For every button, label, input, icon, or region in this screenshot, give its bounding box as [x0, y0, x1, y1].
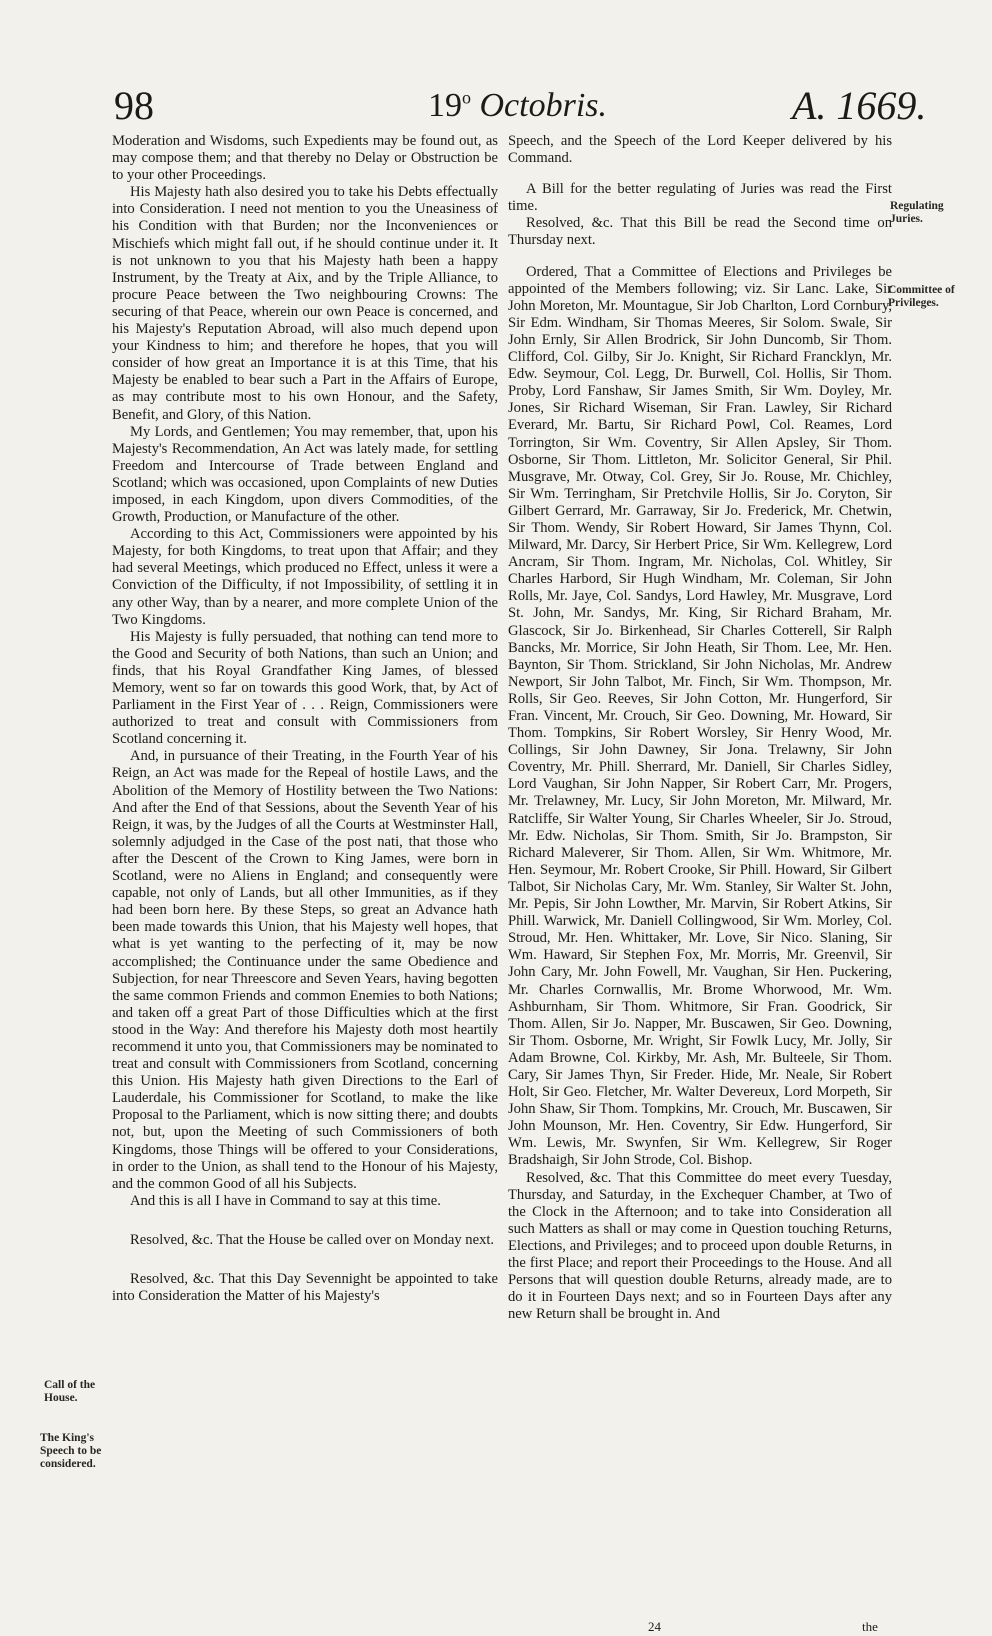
catchword: the [862, 1619, 878, 1634]
date-suffix: o [462, 87, 471, 108]
left-column [112, 133, 498, 1305]
right-column [508, 133, 892, 1323]
date-day: 19 [428, 87, 462, 124]
margin-note-kings-speech: The King's Speech to be considered. [40, 1432, 102, 1470]
committee-members-order: Ordered, That a Committee of Elections and Privileges be appointed of the Members following; viz. Sir Lanc. Lake, Sir John Moreton, Mr. Mountague, Sir Job Charlton, Lord Cornbury, Sir Edm. Windham, Sir Thomas Meeres, Sir Solom. Swale, Sir John Ernly, Sir Allen Brodrick, Sir John Duncomb, Sir Thom. Clifford, Col. Gilby, Sir Jo. Knight, Sir Richard Francklyn, Mr. Edw. Seymour, Col. Legg, Dr. Burwell, Col. Hollis, Sir Thom. Proby, Lord Fanshaw, Sir James Smith, Sir Wm. Doyley, Mr. Jones, Sir Richard Wiseman, Sir Fran. Lawley, Sir Richard Everard, Mr. Bartu, Sir Richard Powl, Col. Reames, Lord Torrington, Sir Wm. Coventry, Sir Allen Apsley, Sir Thom. Osborne, Sir Thom. Littleton, Mr. Solicitor General, Sir Phil. Musgrave, Mr. Otway, Col. Grey, Sir Jo. Rouse, Mr. Chichley, Sir Wm. Terringham, Sir Pretchvile Hollis, Sir Jo. Coryton, Sir Gilbert Gerrard, Mr. Garraway, Sir Jo. Frederick, Mr. Chetwin, Sir Thom. Wendy, Sir Robert Howard, Sir James Thynn, Col. Milward, Mr. Darcy, Sir Herbert Price, Sir Wm. Kellegrew, Lord Ancram, Sir Thom. Ingram, Mr. Nicholas, Col. Whitley, Sir Charles Harbord, Sir Hugh Windham, Mr. Coleman, Sir John Rolls, Mr. Jaye, Col. Sandys, Lord Hawley, Mr. Musgrave, Lord St. John, Mr. Sandys, Mr. King, Sir Richard Braham, Mr. Glascock, Sir Jo. Birkenhead, Sir Charles Cotterell, Sir Ralph Bancks, Mr. Morrice, Sir John Heath, Sir Thom. Lee, Mr. Hen. Baynton, Sir Thom. Strickland, Sir John Nicholas, Mr. Andrew Newport, Sir John Talbot, Mr. Finch, Sir Wm. Thompson, Mr. Rolls, Sir Geo. Reeves, Sir John Cotton, Mr. Hungerford, Sir Fran. Vincent, Mr. Crouch, Sir Geo. Downing, Mr. Howard, Sir Thom. Tompkins, Sir Robert Worsley, Sir Henry Wood, Mr. Collings, Sir John Dawney, Sir Jona. Trelawny, Sir John Coventry, Mr. Phill. Sherrard, Mr. Daniell, Sir Charles Sidley, Lord Vaughan, Sir John Napper, Sir Robert Carr, Mr. Progers, Mr. Trelawney, Mr. Lucy, Sir John Moreton, Mr. Milward, Mr. Ratcliffe, Sir Walter Young, Sir Charles Wheeler, Sir Jo. Stroud, Mr. Edw. Nicholas, Sir Thom. Smith, Sir Jo. Brampston, Sir Richard Maleverer, Sir Thom. Allen, Sir Wm. Whitmore, Mr. Hen. Seymour, Mr. Robert Crooke, Sir Phill. Howard, Sir Gilbert Talbot, Sir Nicholas Cary, Mr. Wm. Stanley, Sir Walter St. John, Mr. Pepis, Sir John Lowther, Mr. Marvin, Sir Robert Atkins, Sir Phill. Warwick, Mr. Daniell Collingwood, Sir Wm. Morley, Col. Stroud, Mr. Hen. Whittaker, Mr. Love, Sir Nico. Slaning, Sir Wm. Haward, Sir Stephen Fox, Mr. Morris, Mr. Greenvil, Sir John Cary, Mr. John Fowell, Mr. Vaughan, Sir Hen. Puckering, Mr. Charles Cornwallis, Mr. Brome Whorwood, Mr. Wm. Ashburnham, Sir Thom. Whitmore, Sir Fran. Goodrick, Sir Thom. Allen, Sir Jo. Napper, Mr. Buscawen, Sir Geo. Downing, Sir Thom. Osborne, Mr. Wright, Sir Fowlk Lucy, Mr. Jolly, Sir Adam Browne, Col. Kirkby, Mr. Ash, Mr. Bulteele, Sir Thom. Cary, Sir James Thyn, Sir Freder. Hide, Mr. Neale, Sir Robert Holt, Sir Geo. Fletcher, Mr. Walter Devereux, Lord Morpeth, Sir John Shaw, Sir Thom. Tompkins, Mr. Crouch, Mr. Buscawen, Sir John Mounson, Mr. Hen. Coventry, Sir Edw. Hungerford, Sir Wm. Lewis, Mr. Swynfen, Sir Wm. Kellegrew, Sir Roger Bradshaigh, Sir John Strode, Col. Bishop. [508, 263, 892, 1169]
signature-mark: 24 [648, 1619, 661, 1634]
header-date [428, 82, 607, 130]
paragraph: And, in pursuance of their Treating, in the Fourth Year of his Reign, an Act was made for the Repeal of hostile Laws, and the Abolition of the Memory of Hostility between the Two Nations: And after the End of that Sessions, about the Seventh Year of his Reign, it was, by the Judges of all the Courts at Westminster Hall, solemnly adjudged in the Case of the post nati, that those who after the Descent of the Crown to King James, were born in Scotland, were no Aliens in England; and consequently were capable, not only of Lands, but all other Immunities, as if they had been born here. By these Steps, so great an Advance hath been made towards this Union, that his Majesty well hopes, that what is yet wanting to the perfecting of it, may be now accomplished; the Continuance under the same Obedience and Subjection, for near Threescore and Seven Years, having begotten the same common Friends and common Enemies to both Nations; and taken off a great Part of those Difficulties which at the first stood in the Way: And therefore his Majesty doth most heartily recommend it unto you, that Commissioners may be nominated to treat and consult with Commissioners from Scotland, concerning this Union. His Majesty hath given Directions to the Earl of Lauderdale, his Commissioner for Scotland, to make the like Proposal to the Parliament, which is now sitting there; and doubts not, but, upon the Meeting of such Commissioners of both Kingdoms, those Things will be offered to your Considerations, in order to the Union, as shall tend to the Honour of his Majesty, and the common Good of all his Subjects. [112, 748, 498, 1192]
paragraph: My Lords, and Gentlemen; You may remember, that, upon his Majesty's Recommendation, An Act was lately made, for settling Freedom and Intercourse of Trade between England and Scotland; which was occasioned, upon Complaints of new Duties imposed, in each Kingdom, upon divers Commodities, of the Growth, Production, or Manufacture of the other. [112, 423, 498, 526]
resolution-kings-speech: Resolved, &c. That this Day Sevennight be appointed to take into Consideration the Matter of his Majesty's [112, 1271, 498, 1305]
resolution-call-of-house: Resolved, &c. That the House be called over on Monday next. [130, 1231, 495, 1248]
paragraph: According to this Act, Commissioners were appointed by his Majesty, for both Kingdoms, to treat upon that Affair; and they had several Meetings, which produced no Effect, unless it were a Conviction of the Difficulty, if not Impossibility, of settling it in any other Way, than by a nearer, and more complete Union of the Two Kingdoms. [112, 526, 498, 628]
resolution-second-reading: Resolved, &c. That this Bill be read the Second time on Thursday next. [508, 215, 892, 249]
margin-note-juries: Regulating Juries. [890, 200, 944, 225]
paragraph: His Majesty hath also desired you to take his Debts effectually into Consideration. I need not mention to you the Uneasiness of his Condition with that Burden; nor the Inconveniences or Mischiefs which might fall out, if he should continue under it. It is not unknown to you that his Majesty hath been a happy Instrument, by the Treaty at Aix, and by the Triple Alliance, to procure Peace between the Two neighbouring Crowns: The securing of that Peace, wherein our own Peace is concerned, and his Majesty's Reputation Abroad, will also much depend upon your Kindness to him; and therefore he hopes, that you will consider of how great an Importance it is at this Time, that his Majesty be enabled to bear such a Part in the Affairs of Europe, as may contribute most to his own Honour, and the Safety, Benefit, and Glory, of this Nation. [112, 184, 498, 423]
resolution-committee-meetings: Resolved, &c. That this Committee do meet every Tuesday, Thursday, and Saturday, in the Exchequer Chamber, at Two of the Clock in the Afternoon; and to take into Consideration all such Matters as shall or may come in Question touching Returns, Elections, and Privileges; and to proceed upon double Returns, in the first Place; and report their Proceedings to the House. And all Persons that will question double Returns, already made, are to do it in Fourteen Days next; and so in Fourteen Days after any new Return shall be brought in. And [508, 1169, 892, 1323]
paragraph: His Majesty is fully persuaded, that nothing can tend more to the Good and Security of both Nations, than such an Union; and finds, that his Royal Grandfather King James, of blessed Memory, went so far on towards this good Work, that, by Act of Parliament in the First Year of . . . Reign, Commissioners were authorized to treat and consult with Commissioners from Scotland concerning it. [112, 628, 498, 748]
header-year: A. 1669. [792, 83, 927, 128]
paragraph: Moderation and Wisdoms, such Expedients may be found out, as may compose them; and that thereby no Delay or Obstruction be to your other Proceedings. [112, 133, 498, 184]
margin-note-call-of-house: Call of the House. [44, 1379, 96, 1404]
date-month: Octobris. [479, 87, 607, 124]
bill-juries: A Bill for the better regulating of Juries was read the First time. [508, 181, 892, 215]
paragraph: And this is all I have in Command to say at this time. [130, 1192, 441, 1209]
page-number: 98 [114, 83, 154, 128]
paragraph: Speech, and the Speech of the Lord Keeper delivered by his Command. [508, 133, 892, 167]
margin-note-privileges: Committee of Privileges. [888, 284, 955, 309]
